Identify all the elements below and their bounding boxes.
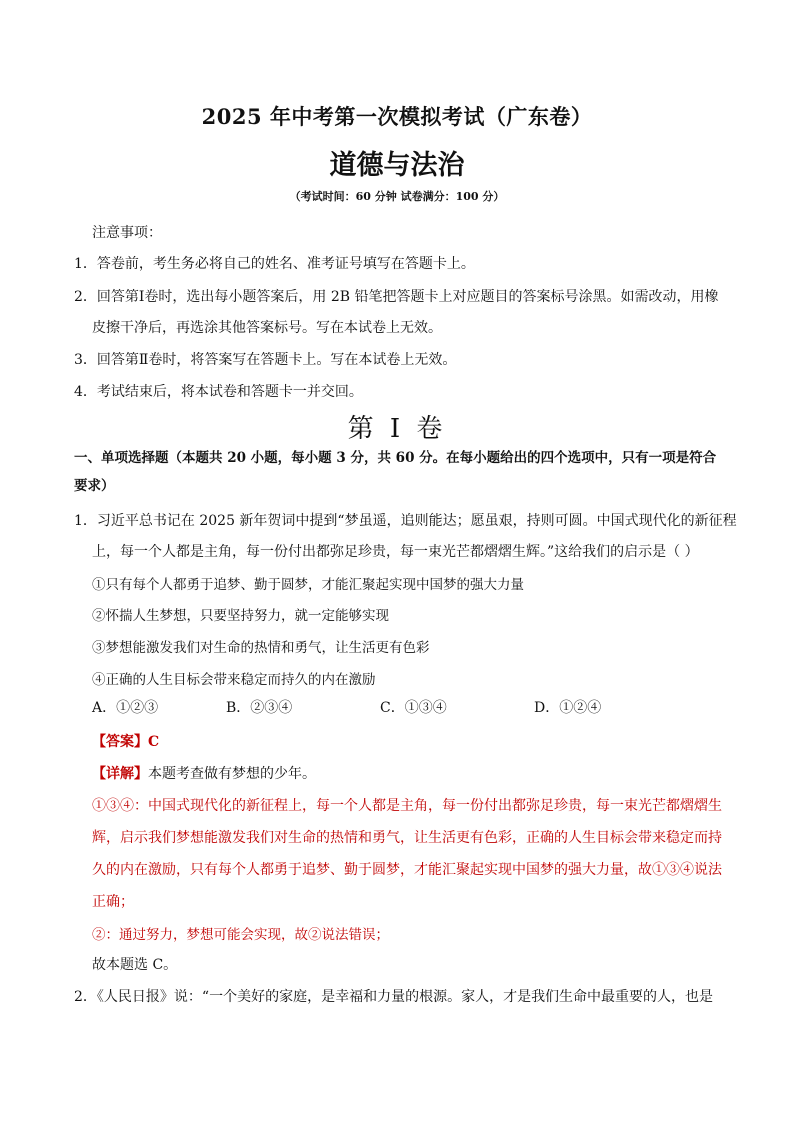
q1-detail-label: 【详解】 [92,766,148,782]
q1-detail [92,763,316,783]
exam-info: （考试时间：60 分钟 试卷满分：100 分） [289,190,505,203]
note-3: 3．回答第Ⅱ卷时，将答案写在答题卡上。写在本试卷上无效。 [74,352,457,368]
q1-statement-4: ④正确的人生目标会带来稳定而持久的内在激励 [92,672,376,688]
q1-option-b: B．②③④ [226,700,293,716]
q1-explanation-2: 辉，启示我们梦想能激发我们对生命的热情和勇气，让生活更有色彩，正确的人生目标会带来稳定而持 [92,830,722,846]
q1-conclusion: 故本题选 C。 [92,957,178,973]
exam-title: 2025 年中考第一次模拟考试（广东卷） [201,104,593,129]
q1-explanation-4: 正确； [92,894,134,910]
q1-statement-3: ③梦想能激发我们对生命的热情和勇气，让生活更有色彩 [92,640,430,656]
q1-explanation-3: 久的内在激励，只有每个人都勇于追梦、勤于圆梦，才能汇聚起实现中国梦的强大力量，故①③④说法 [92,862,722,878]
q1-detail-text: 本题考查做有梦想的少年。 [148,766,316,782]
q1-answer: 【答案】C [92,734,160,750]
q1-option-c: C．①③④ [380,700,447,716]
note-4: 4．考试结束后，将本试卷和答题卡一并交回。 [74,384,363,400]
section-instruction-cont: 要求） [74,478,115,494]
note-1: 1．答卷前，考生务必将自己的姓名、准考证号填写在答题卡上。 [74,256,475,272]
q1-stem: 1．习近平总书记在 2025 新年贺词中提到“梦虽遥，追则能达；愿虽艰，持则可圆。中国式现代化的新征程 [74,513,737,529]
q1-option-a: A．①②③ [92,700,159,716]
subject-title: 道德与法治 [329,150,465,181]
note-2-cont: 皮擦干净后，再选涂其他答案标号。写在本试卷上无效。 [92,320,442,336]
note-2: 2．回答第Ⅰ卷时，选出每小题答案后，用 2B 铅笔把答题卡上对应题目的答案标号涂黑。如需改动，用橡 [74,289,719,305]
q1-stem-cont: 上，每一个人都是主角，每一份付出都弥足珍贵，每一束光芒都熠熠生辉。”这给我们的启示是（ ） [92,544,699,560]
q1-statement-2: ②怀揣人生梦想，只要坚持努力，就一定能够实现 [92,608,389,624]
section-title: 第 I 卷 [347,414,447,444]
q1-explanation-1: ①③④：中国式现代化的新征程上，每一个人都是主角，每一份付出都弥足珍贵，每一束光芒都熠熠生 [92,798,722,814]
q1-explanation-5: ②：通过努力，梦想可能会实现，故②说法错误； [92,927,389,943]
q1-statement-1: ①只有每个人都勇于追梦、勤于圆梦，才能汇聚起实现中国梦的强大力量 [92,577,524,593]
notes-heading: 注意事项： [92,225,162,241]
q2-stem: 2．《人民日报》说：“一个美好的家庭，是幸福和力量的根源。家人，才是我们生命中最重要的人，也是 [74,989,714,1005]
section-instruction: 一、单项选择题（本题共 20 小题，每小题 3 分，共 60 分。在每小题给出的四个选项中，只有一项是符合 [74,450,717,466]
q1-option-d: D．①②④ [534,700,602,716]
